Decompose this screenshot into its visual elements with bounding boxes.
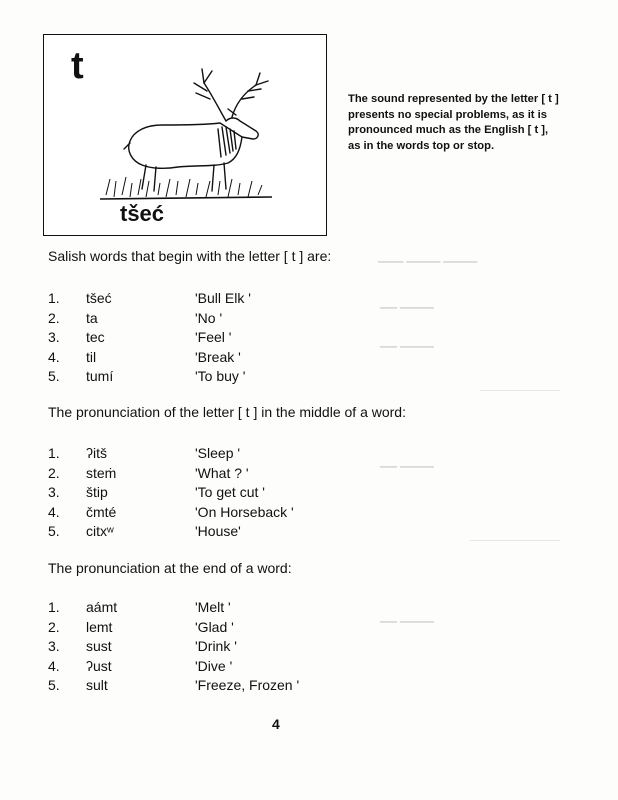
- english-gloss: 'To get cut ': [195, 484, 265, 500]
- salish-word: tumí: [86, 368, 114, 384]
- item-number: 3.: [48, 329, 60, 345]
- salish-word: tšeć: [86, 290, 112, 306]
- card-letter: t: [71, 45, 84, 87]
- picture-card: [43, 34, 327, 236]
- pronunciation-note: The sound represented by the letter [ t ] presents no special problems, as it is pronounced much as the English [ t ], as in the words top or stop.: [348, 93, 559, 152]
- salish-word: citxʷ: [86, 523, 114, 539]
- salish-word: lemt: [86, 618, 113, 635]
- english-gloss: 'On Horseback ': [195, 503, 294, 520]
- bleed-through-text: ▁▁ ▁▁▁▁: [380, 297, 434, 309]
- item-number: 5.: [48, 677, 60, 693]
- salish-word: štip: [86, 484, 108, 500]
- salish-word: ʔust: [86, 657, 112, 674]
- salish-word: aámt: [86, 599, 118, 615]
- item-number: 4.: [48, 348, 60, 365]
- item-number: 2.: [48, 618, 60, 635]
- salish-word: sust: [86, 638, 112, 654]
- salish-word: ta: [86, 309, 98, 326]
- bleed-through-text: ▁▁ ▁▁▁▁: [380, 611, 434, 623]
- bleed-through-text: ▁▁▁ ▁▁▁▁ ▁▁▁▁: [378, 251, 478, 263]
- bleed-through-text: ▁▁ ▁▁▁▁: [380, 336, 434, 348]
- salish-word: sult: [86, 677, 108, 693]
- english-gloss: 'Dive ': [195, 657, 233, 674]
- english-gloss: 'Break ': [195, 348, 241, 365]
- section-heading: The pronunciation at the end of a word:: [48, 560, 292, 576]
- english-gloss: 'What ? ': [195, 464, 249, 481]
- english-gloss: 'House': [195, 523, 241, 539]
- english-gloss: 'Bull Elk ': [195, 290, 251, 306]
- item-number: 2.: [48, 464, 60, 481]
- section-heading: The pronunciation of the letter [ t ] in the middle of a word:: [48, 404, 406, 420]
- english-gloss: 'Glad ': [195, 618, 234, 635]
- item-number: 1.: [48, 599, 60, 615]
- page-number: 4: [272, 716, 280, 732]
- bleed-through-line: [480, 390, 560, 391]
- english-gloss: 'Sleep ': [195, 445, 241, 461]
- item-number: 4.: [48, 657, 60, 674]
- english-gloss: 'To buy ': [195, 368, 246, 384]
- section-heading: Salish words that begin with the letter [ t ] are:: [48, 248, 332, 264]
- english-gloss: 'Drink ': [195, 638, 237, 654]
- item-number: 1.: [48, 290, 60, 306]
- salish-word: ʔitš: [86, 445, 107, 461]
- bleed-through-line: [470, 540, 560, 541]
- english-gloss: 'Feel ': [195, 329, 232, 345]
- salish-word: steṁ: [86, 464, 117, 481]
- english-gloss: 'No ': [195, 309, 223, 326]
- item-number: 3.: [48, 484, 60, 500]
- card-word: tšeć: [120, 201, 165, 226]
- salish-word: til: [86, 348, 97, 365]
- item-number: 1.: [48, 445, 60, 461]
- english-gloss: 'Melt ': [195, 599, 231, 615]
- item-number: 5.: [48, 368, 60, 384]
- salish-word: čmté: [86, 503, 117, 520]
- item-number: 4.: [48, 503, 60, 520]
- bleed-through-text: ▁▁ ▁▁▁▁: [380, 456, 434, 468]
- english-gloss: 'Freeze, Frozen ': [195, 677, 300, 693]
- item-number: 2.: [48, 309, 60, 326]
- elk-illustration: [86, 55, 286, 210]
- item-number: 5.: [48, 523, 60, 539]
- salish-word: tec: [86, 329, 105, 345]
- item-number: 3.: [48, 638, 60, 654]
